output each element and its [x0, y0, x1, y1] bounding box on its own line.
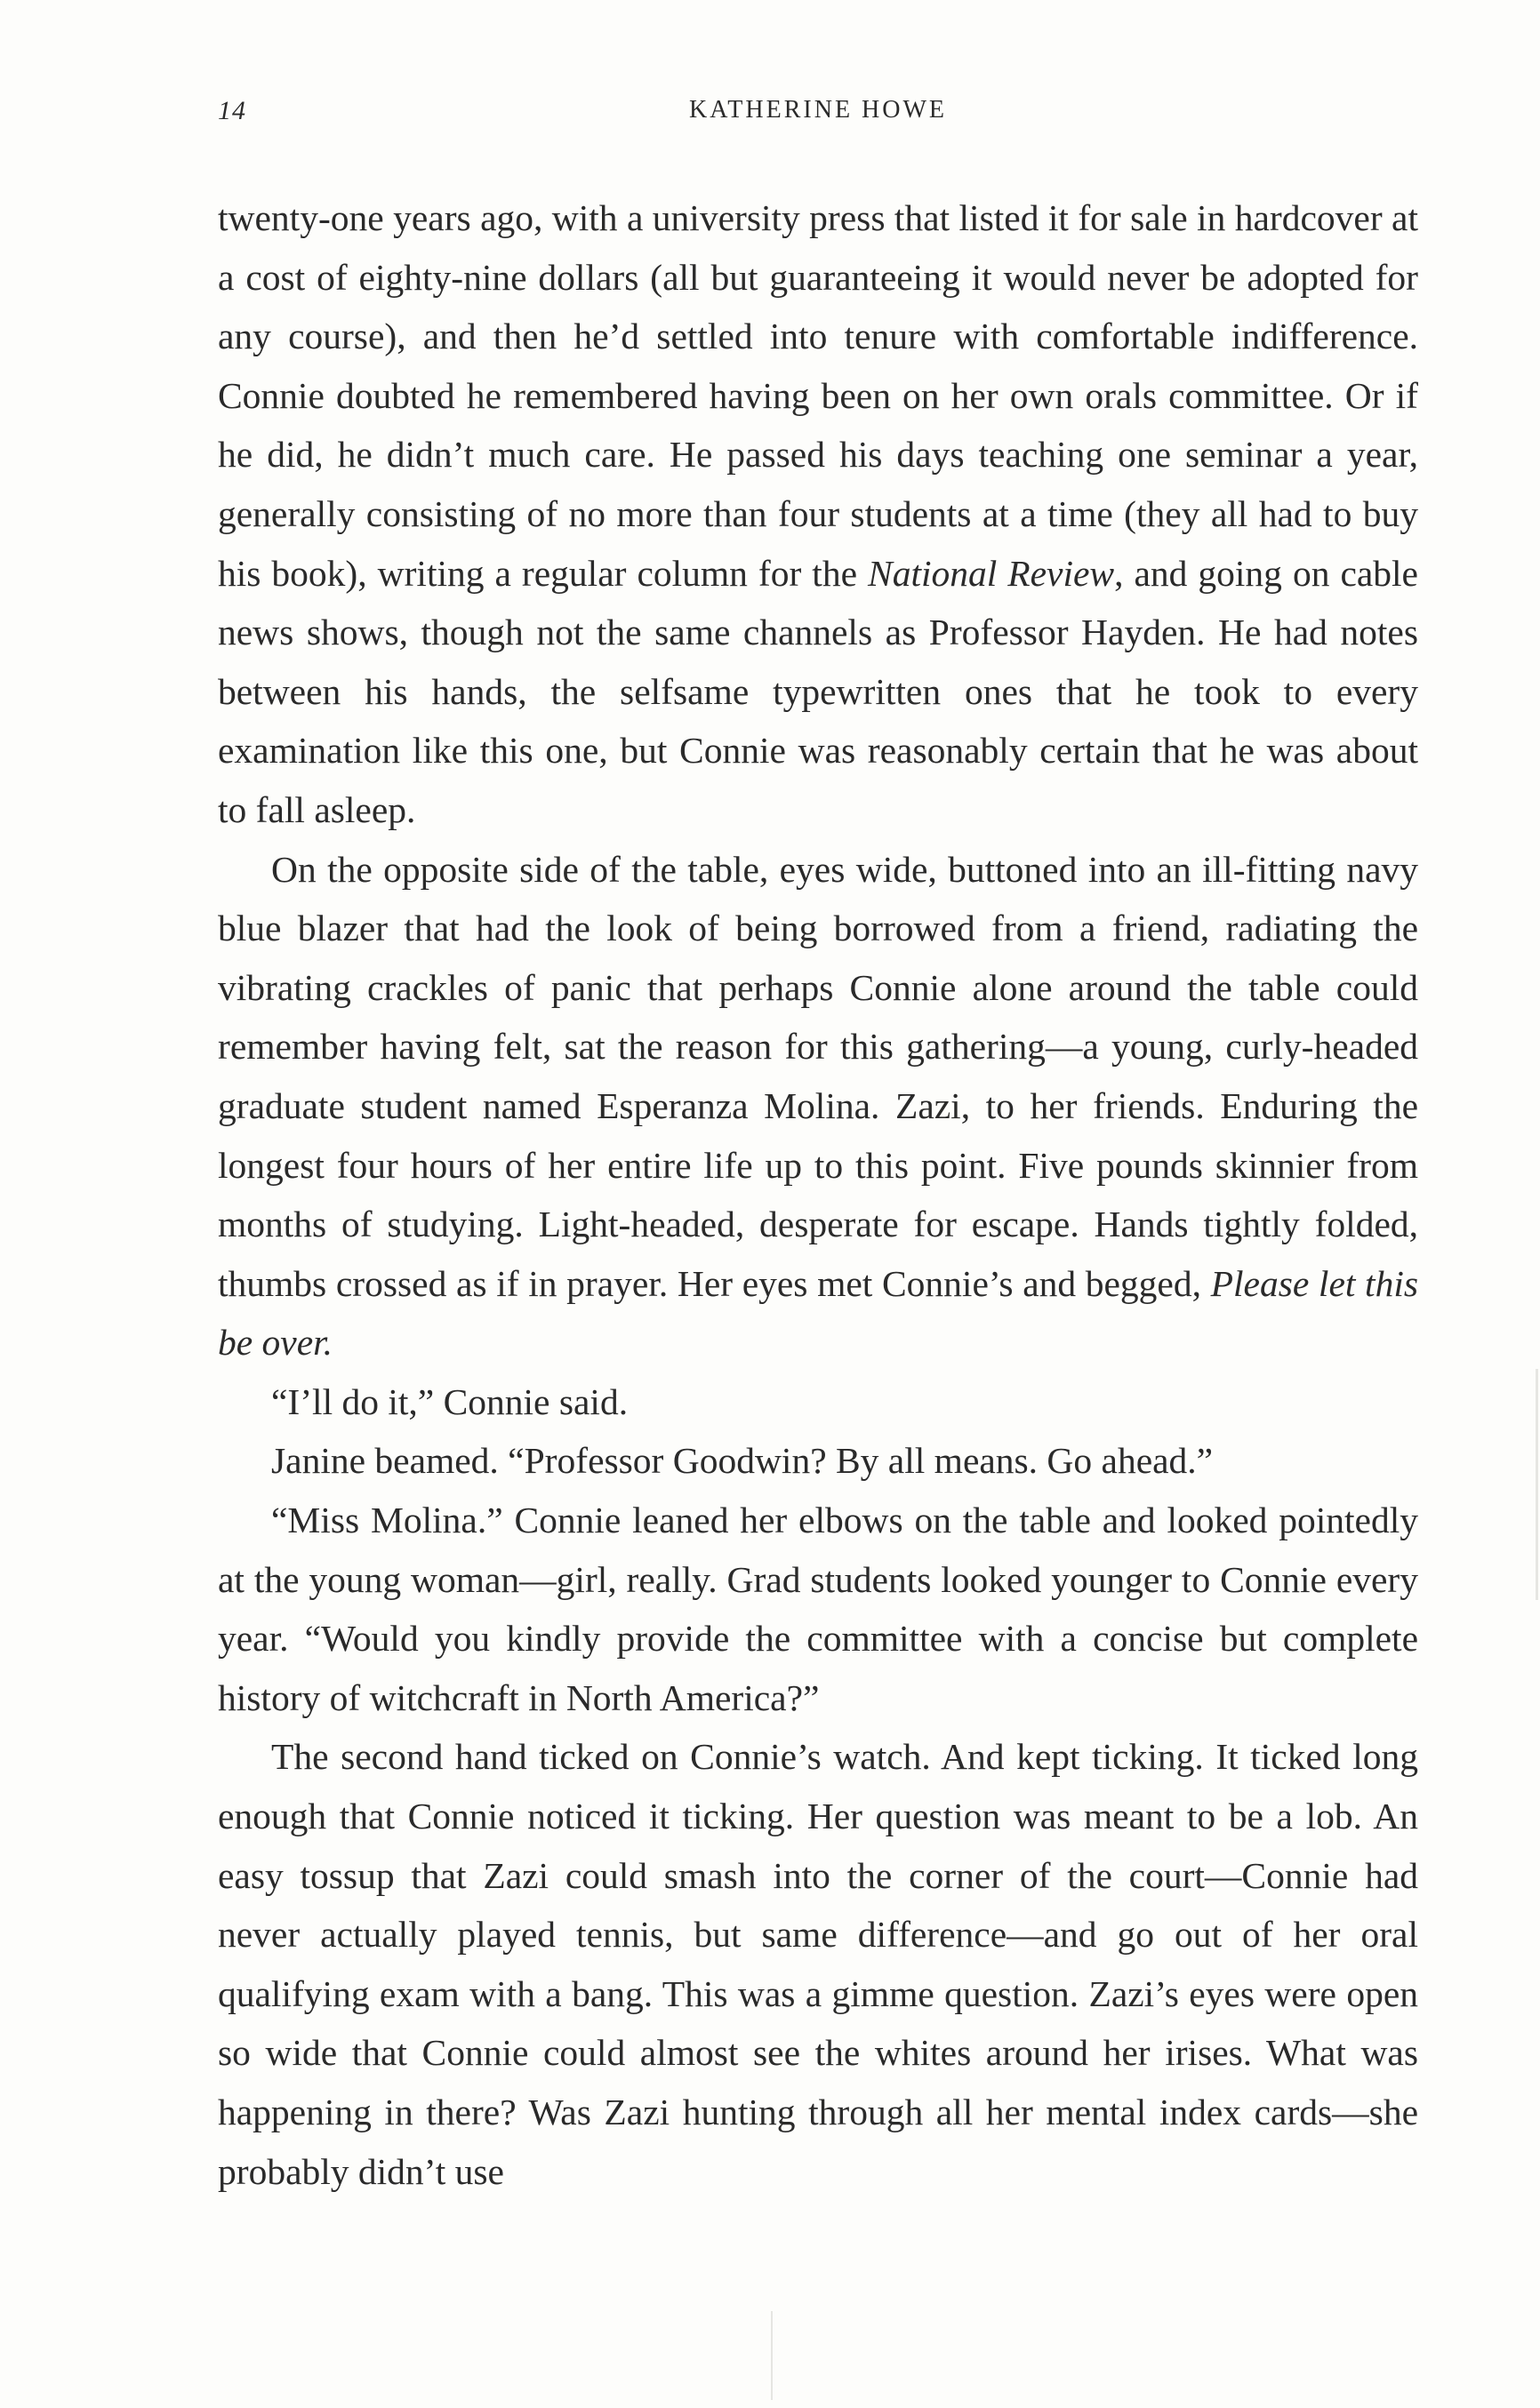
paragraph [218, 188, 1418, 840]
text-run: The second hand ticked on Connie’s watch. And kept ticking. It ticked long enough that Connie noticed it ticking. Her question was meant to be a lob. An easy tossup that Zazi could smash into the corner of the court—Connie had never actually played tennis, but same difference—and go out of her oral qualifying exam with a bang. This was a gimme question. Zazi’s eyes were open so wide that Connie could almost see the whites around her irises. What was happening in there? Was Zazi hunting through all her mental index cards—she probably didn’t use [218, 1736, 1418, 2192]
body-text [218, 188, 1418, 2201]
running-title: KATHERINE HOWE [688, 96, 948, 124]
italic-text: Please let this be over. [218, 1262, 1419, 1364]
text-run: Janine beamed. “Professor Goodwin? By all means. Go ahead.” [271, 1440, 1214, 1482]
scan-mark [1536, 1369, 1538, 1600]
text-run: twenty-one years ago, with a university press that listed it for sale in hardcover at a cost of eighty-nine dollars (all but guaranteeing it would never be adopted for any course), and then he’d settled into tenure with comfortable indifference. Connie doubted he remembered having been on her own orals committee. Or if he did, he didn’t much care. He passed his days teaching one seminar a year, generally consisting of no more than four students at a time (they all had to buy his book), writing a regular column for the [218, 197, 1418, 594]
page-number: 14 [218, 96, 246, 125]
text-run: “Miss Molina.” Connie leaned her elbows on the table and looked pointedly at the young woman—girl, really. Grad students looked younger to Connie every year. “Would you kindly provide the committee with a concise but complete history of witchcraft in North America?” [218, 1500, 1418, 1718]
paragraph [218, 1491, 1418, 1727]
paragraph [218, 1727, 1418, 2201]
text-run: , and going on cable news shows, though not the same channels as Professor Hayden. He had notes between his hands, the selfsame typewritten ones that he took to every examination like this one, but Connie was reasonably certain that he was about to fall asleep. [218, 552, 1418, 830]
paragraph [218, 840, 1418, 1372]
running-head [218, 96, 1418, 132]
scan-mark [771, 2311, 773, 2400]
text-run: On the opposite side of the table, eyes wide, buttoned into an ill-fitting navy blue blazer that had the look of being borrowed from a friend, radiating the vibrating crackles of panic that perhaps Connie alone around the table could remember having felt, sat the reason for this gathering—a young, curly-headed graduate student named Esperanza Molina. Zazi, to her friends. Enduring the longest four hours of her entire life up to this point. Five pounds skinnier from months of studying. Light-headed, desperate for escape. Hands tightly folded, thumbs crossed as if in prayer. Her eyes met Connie’s and begged, [218, 848, 1418, 1304]
paragraph [218, 1372, 1418, 1432]
paragraph [218, 1431, 1418, 1491]
text-run: “I’ll do it,” Connie said. [271, 1380, 629, 1422]
italic-text: National Review [868, 552, 1115, 594]
